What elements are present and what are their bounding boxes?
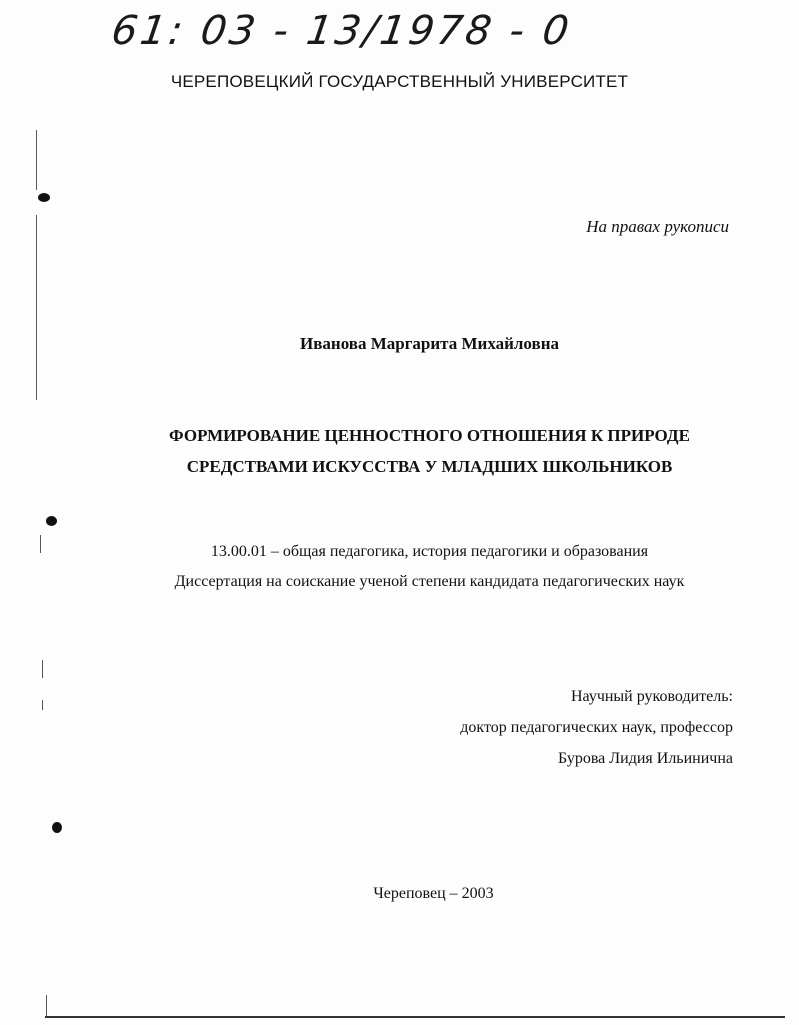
title-line-1: ФОРМИРОВАНИЕ ЦЕННОСТНОГО ОТНОШЕНИЯ К ПРИРОДЕ [169, 426, 690, 445]
degree-line: Диссертация на соискание ученой степени кандидата педагогических наук [174, 573, 685, 590]
specialty-block [0, 537, 799, 597]
university-name: ЧЕРЕПОВЕЦКИЙ ГОСУДАРСТВЕННЫЙ УНИВЕРСИТЕТ [170, 72, 629, 91]
punch-hole-mark [38, 193, 50, 202]
handwritten-archive-code: 61: 03 - 13/1978 - 0 [108, 8, 575, 54]
supervisor-degree: доктор педагогических наук, профессор [460, 719, 733, 736]
scan-margin-line [36, 215, 37, 400]
scan-margin-line [42, 700, 43, 710]
supervisor-name: Бурова Лидия Ильинична [558, 750, 733, 767]
manuscript-note: На правах рукописи [586, 217, 729, 236]
scan-margin-line [42, 660, 43, 678]
scan-margin-line [46, 995, 47, 1017]
scan-margin-line [36, 130, 37, 190]
author-name: Иванова Маргарита Михайловна [300, 334, 559, 353]
supervisor-block [460, 681, 733, 774]
scan-bottom-edge [45, 1016, 785, 1018]
supervisor-label: Научный руководитель: [570, 688, 733, 705]
city-year: Череповец – 2003 [373, 885, 494, 902]
specialty-code-line: 13.00.01 – общая педагогика, история педагогики и образования [210, 543, 649, 560]
dissertation-title [0, 420, 799, 482]
punch-hole-mark [46, 516, 57, 526]
punch-hole-mark [52, 822, 62, 833]
title-line-2: СРЕДСТВАМИ ИСКУССТВА У МЛАДШИХ ШКОЛЬНИКОВ [186, 457, 673, 476]
